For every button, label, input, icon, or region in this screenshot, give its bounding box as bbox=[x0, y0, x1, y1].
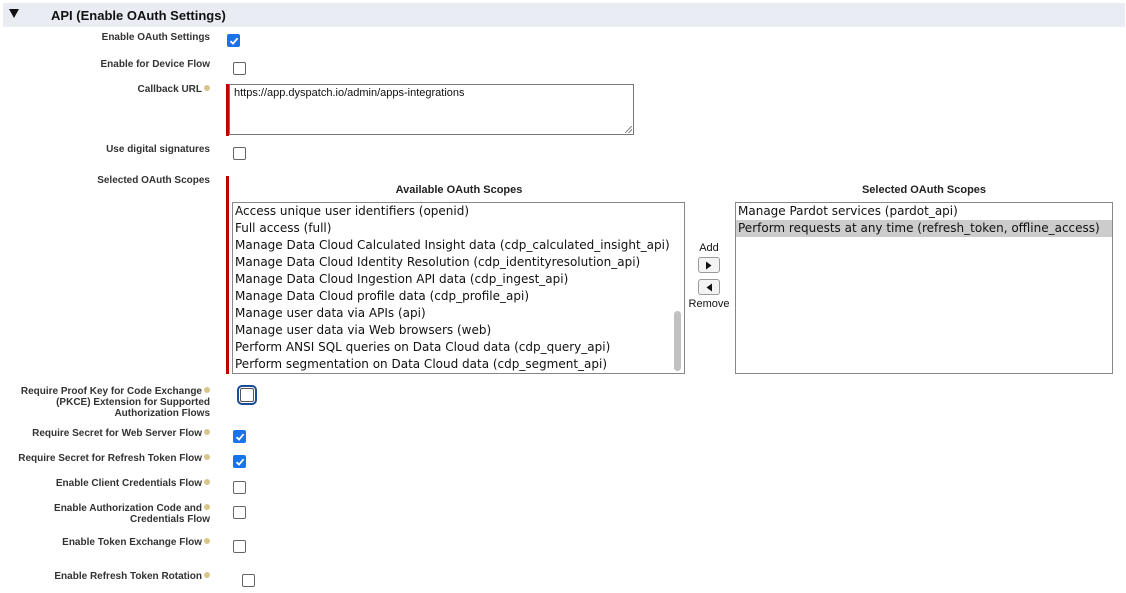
scope-option[interactable]: Manage Data Cloud profile data (cdp_profile_api) bbox=[235, 289, 530, 303]
collapse-caret-icon[interactable] bbox=[9, 9, 19, 18]
selected-scopes-title: Selected OAuth Scopes bbox=[861, 184, 987, 196]
checkmark-icon bbox=[235, 457, 245, 467]
scope-option[interactable]: Manage user data via APIs (api) bbox=[235, 306, 426, 320]
help-icon[interactable] bbox=[204, 454, 210, 460]
scope-option[interactable]: Full access (full) bbox=[235, 221, 332, 235]
selected-scopes-listbox[interactable] bbox=[735, 202, 1113, 374]
pkce-label: Require Proof Key for Code Exchange (PKCE) Extension for Supported Authorization Flows bbox=[20, 386, 210, 419]
enable-oauth-label: Enable OAuth Settings bbox=[101, 32, 210, 43]
help-icon[interactable] bbox=[204, 572, 210, 578]
help-icon[interactable] bbox=[204, 429, 210, 435]
section-title: API (Enable OAuth Settings) bbox=[51, 8, 226, 23]
arrow-right-icon bbox=[705, 261, 713, 270]
callback-url-value: https://app.dyspatch.io/admin/apps-integrations bbox=[234, 87, 465, 99]
secret-refresh-label: Require Secret for Refresh Token Flow bbox=[18, 453, 210, 464]
refresh-rotation-label: Enable Refresh Token Rotation bbox=[54, 571, 210, 582]
auth-code-credentials-checkbox[interactable] bbox=[233, 506, 246, 519]
scope-option[interactable]: Manage Pardot services (pardot_api) bbox=[738, 204, 958, 218]
device-flow-checkbox[interactable] bbox=[233, 62, 246, 75]
checkmark-icon bbox=[235, 432, 245, 442]
add-button[interactable] bbox=[698, 257, 720, 273]
add-label: Add bbox=[699, 242, 719, 254]
oauth-scopes-label: Selected OAuth Scopes bbox=[97, 175, 210, 186]
remove-button[interactable] bbox=[698, 279, 720, 295]
available-scopes-listbox[interactable] bbox=[232, 202, 685, 374]
scope-option[interactable]: Manage Data Cloud Identity Resolution (cdp_identityresolution_api) bbox=[235, 255, 641, 269]
scope-option[interactable]: Perform segmentation on Data Cloud data (cdp_segment_api) bbox=[235, 357, 608, 371]
refresh-rotation-checkbox[interactable] bbox=[242, 574, 255, 587]
scope-option[interactable]: Perform requests at any time (refresh_token, offline_access) bbox=[736, 220, 1112, 237]
scrollbar-thumb[interactable] bbox=[674, 311, 681, 371]
available-scopes-title: Available OAuth Scopes bbox=[395, 184, 523, 196]
help-icon[interactable] bbox=[204, 504, 210, 510]
device-flow-label: Enable for Device Flow bbox=[100, 59, 210, 70]
token-exchange-label: Enable Token Exchange Flow bbox=[62, 537, 210, 548]
client-credentials-checkbox[interactable] bbox=[233, 481, 246, 494]
secret-web-server-label: Require Secret for Web Server Flow bbox=[32, 428, 210, 439]
help-icon[interactable] bbox=[204, 479, 210, 485]
required-indicator bbox=[226, 176, 229, 374]
help-icon[interactable] bbox=[204, 85, 210, 91]
scope-option[interactable]: Perform ANSI SQL queries on Data Cloud data (cdp_query_api) bbox=[235, 340, 611, 354]
scope-option[interactable]: Manage Data Cloud Ingestion API data (cdp_ingest_api) bbox=[235, 272, 569, 286]
resize-handle-icon[interactable] bbox=[625, 126, 632, 133]
scope-option[interactable]: Manage user data via Web browsers (web) bbox=[235, 323, 492, 337]
remove-label: Remove bbox=[688, 298, 730, 310]
help-icon[interactable] bbox=[204, 538, 210, 544]
pkce-checkbox[interactable] bbox=[240, 388, 254, 402]
secret-web-server-checkbox[interactable] bbox=[233, 430, 246, 443]
scope-option[interactable]: Access unique user identifiers (openid) bbox=[235, 204, 470, 218]
client-credentials-label: Enable Client Credentials Flow bbox=[56, 478, 210, 489]
auth-code-credentials-label: Enable Authorization Code and Credentials Flow bbox=[54, 503, 210, 525]
digital-signatures-label: Use digital signatures bbox=[106, 144, 210, 155]
scrollbar[interactable] bbox=[672, 203, 684, 373]
enable-oauth-checkbox[interactable] bbox=[227, 34, 240, 47]
scope-option[interactable]: Manage Data Cloud Calculated Insight data (cdp_calculated_insight_api) bbox=[235, 238, 670, 252]
checkmark-icon bbox=[229, 36, 239, 46]
digital-signatures-checkbox[interactable] bbox=[233, 147, 246, 160]
secret-refresh-checkbox[interactable] bbox=[233, 455, 246, 468]
callback-url-label: Callback URL bbox=[138, 84, 210, 95]
help-icon[interactable] bbox=[204, 387, 210, 393]
arrow-left-icon bbox=[705, 283, 713, 292]
token-exchange-checkbox[interactable] bbox=[233, 540, 246, 553]
section-header[interactable] bbox=[3, 3, 1125, 27]
callback-url-textarea[interactable] bbox=[229, 84, 634, 135]
